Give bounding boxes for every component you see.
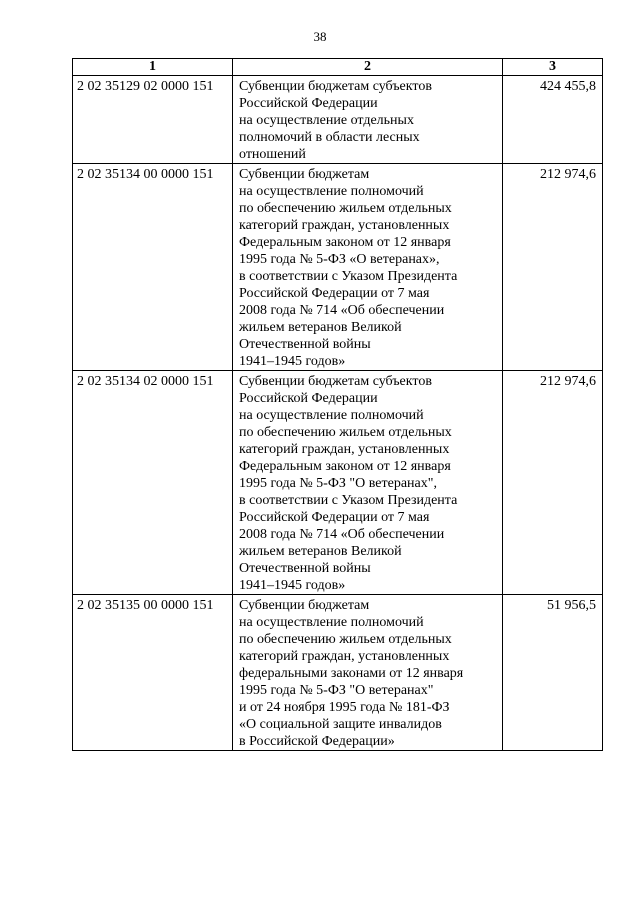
item-name-line: полномочий в области лесных [239,130,420,145]
item-name-line: «О социальной защите инвалидов [239,717,442,732]
item-name-line: на осуществление отдельных [239,113,414,128]
item-name-line: отношений [239,147,306,162]
budget-table [72,58,603,751]
column-header-code: 1 [73,59,233,76]
item-name-line: на осуществление полномочий [239,184,424,199]
budget-code-cell: 2 02 35134 00 0000 151 [73,164,233,371]
table-header-row [73,59,603,76]
item-name-cell [233,164,503,371]
column-header-amount: 3 [503,59,603,76]
item-name-line: на осуществление полномочий [239,408,424,423]
table-row [73,76,603,164]
item-name-line: по обеспечению жильем отдельных [239,632,452,647]
item-name-line: Российской Федерации [239,96,378,111]
item-name-line: 1995 года № 5-ФЗ "О ветеранах" [239,683,434,698]
item-name-line: Федеральным законом от 12 января [239,235,451,250]
amount-cell: 424 455,8 [503,76,603,164]
item-name-line: категорий граждан, установленных [239,218,450,233]
column-header-name: 2 [233,59,503,76]
table-row [73,595,603,751]
amount-cell: 212 974,6 [503,164,603,371]
page-number: 38 [313,29,327,44]
item-name-line: жильем ветеранов Великой [239,544,402,559]
item-name-line: Российской Федерации от 7 мая [239,286,430,301]
item-name-cell [233,76,503,164]
item-name-line: Отечественной войны [239,337,371,352]
item-name-line: федеральными законами от 12 января [239,666,464,681]
item-name-line: 1941–1945 годов» [239,354,346,369]
item-name-line: в соответствии с Указом Президента [239,493,458,508]
item-name-line: Российской Федерации от 7 мая [239,510,430,525]
item-name-line: и от 24 ноября 1995 года № 181-ФЗ [239,700,450,715]
budget-code-cell: 2 02 35135 00 0000 151 [73,595,233,751]
item-name-line: категорий граждан, установленных [239,649,450,664]
item-name-cell [233,595,503,751]
item-name-line: Субвенции бюджетам [239,598,370,613]
table-row [73,164,603,371]
amount-cell: 51 956,5 [503,595,603,751]
item-name-line: 1995 года № 5-ФЗ «О ветеранах», [239,252,440,267]
table-body [73,76,603,751]
item-name-line: Отечественной войны [239,561,371,576]
item-name-line: на осуществление полномочий [239,615,424,630]
item-name-line: в Российской Федерации» [239,734,395,749]
item-name-line: Субвенции бюджетам субъектов [239,374,432,389]
item-name-line: жильем ветеранов Великой [239,320,402,335]
item-name-line: категорий граждан, установленных [239,442,450,457]
item-name-line: Федеральным законом от 12 января [239,459,451,474]
table-row [73,371,603,595]
item-name-line: 2008 года № 714 «Об обеспечении [239,527,445,542]
item-name-line: Субвенции бюджетам [239,167,370,182]
amount-cell: 212 974,6 [503,371,603,595]
budget-code-cell: 2 02 35129 02 0000 151 [73,76,233,164]
item-name-line: Субвенции бюджетам субъектов [239,79,432,94]
item-name-cell [233,371,503,595]
item-name-line: по обеспечению жильем отдельных [239,201,452,216]
item-name-line: Российской Федерации [239,391,378,406]
item-name-line: 1995 года № 5-ФЗ "О ветеранах", [239,476,437,491]
item-name-line: по обеспечению жильем отдельных [239,425,452,440]
item-name-line: 2008 года № 714 «Об обеспечении [239,303,445,318]
item-name-line: в соответствии с Указом Президента [239,269,458,284]
budget-code-cell: 2 02 35134 02 0000 151 [73,371,233,595]
item-name-line: 1941–1945 годов» [239,578,346,593]
